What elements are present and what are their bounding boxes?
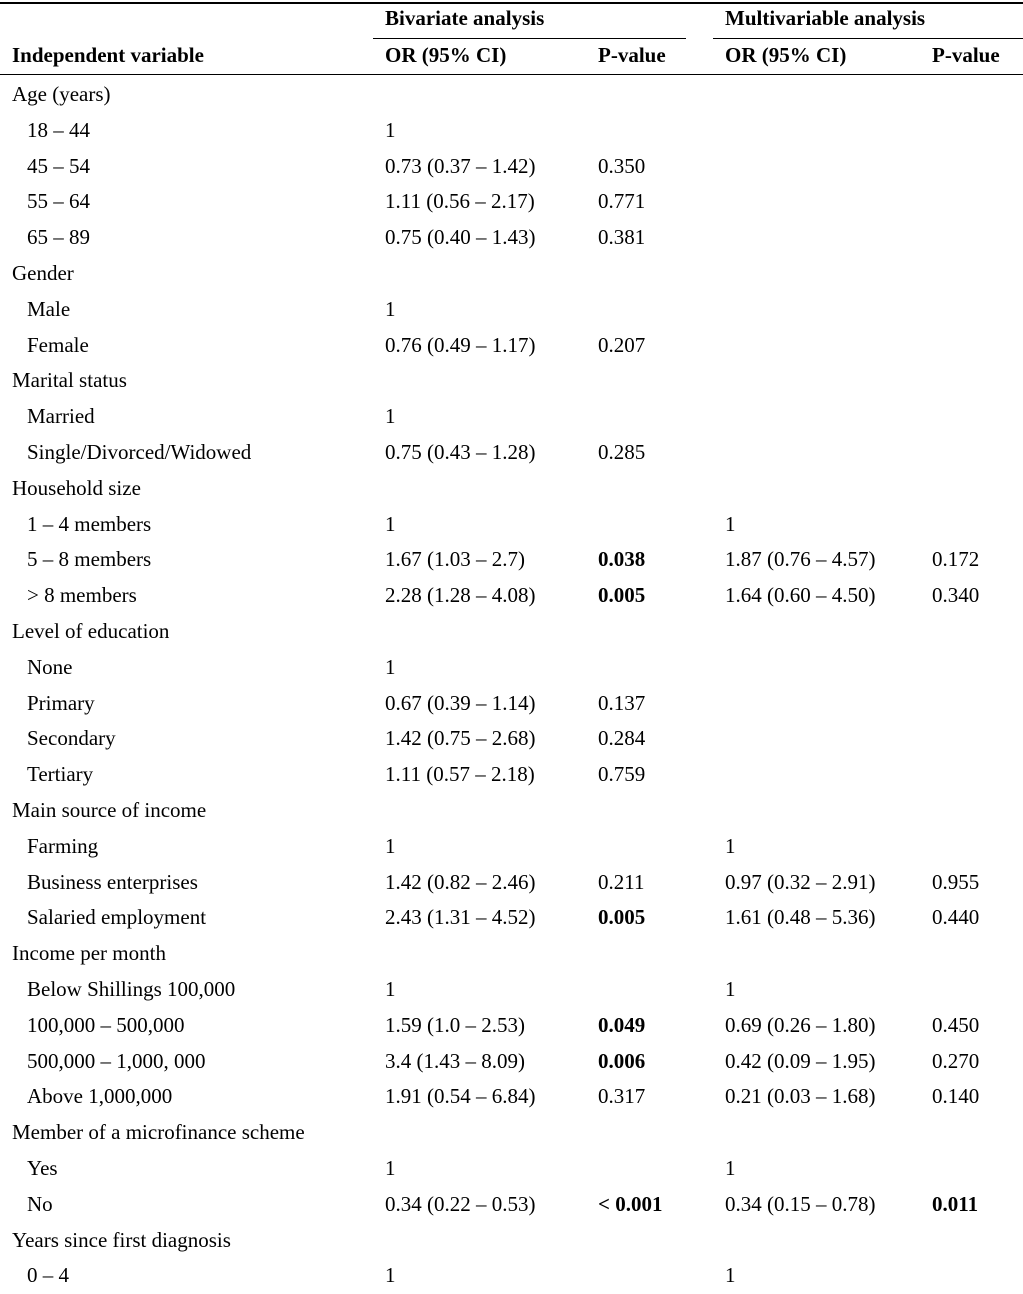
bivariate-or-cell: 0.76 (0.49 – 1.17) — [385, 332, 536, 357]
bivariate-or-cell: 2.43 (1.31 – 4.52) — [385, 905, 536, 930]
bivariate-p-cell: 0.284 — [598, 726, 646, 751]
table-row — [0, 1044, 1023, 1080]
bivariate-group-header: Bivariate analysis — [385, 6, 545, 30]
row-label: 5 – 8 members — [27, 547, 152, 572]
table-row — [0, 1258, 1023, 1294]
multivariable-or-cell: 0.21 (0.03 – 1.68) — [725, 1084, 876, 1109]
row-label: Business enterprises — [27, 869, 198, 894]
multivariable-or-cell: 0.69 (0.26 – 1.80) — [725, 1012, 876, 1037]
row-label: Age (years) — [12, 82, 111, 106]
multivariable-p-cell: 0.172 — [932, 547, 980, 572]
multivariable-or-cell: 1 — [725, 1263, 736, 1288]
bivariate-or-cell: 1 — [385, 1263, 396, 1288]
bivariate-p-cell: 0.005 — [598, 583, 646, 608]
row-label: Male — [27, 296, 71, 321]
bivariate-or-cell: 1.11 (0.57 – 2.18) — [385, 762, 535, 787]
multivariable-p-cell: 0.270 — [932, 1048, 980, 1073]
category-row — [0, 77, 1023, 113]
multivariable-p-cell: 0.955 — [932, 869, 980, 894]
category-row — [0, 793, 1023, 829]
table-top-rule — [0, 2, 1023, 4]
multivariable-or-cell: 1.64 (0.60 – 4.50) — [725, 583, 876, 608]
bivariate-group-rule — [373, 38, 686, 39]
bivariate-p-cell: 0.317 — [598, 1084, 646, 1109]
table-row — [0, 757, 1023, 793]
table-body — [0, 77, 1023, 1294]
multivariable-or-cell: 1 — [725, 1155, 736, 1180]
row-label: Household size — [12, 475, 141, 500]
row-label: Married — [27, 404, 95, 429]
row-label: 0 – 4 — [27, 1263, 69, 1288]
multivariable-or-cell: 1 — [725, 833, 736, 858]
row-label: Above 1,000,000 — [27, 1084, 173, 1109]
category-row — [0, 471, 1023, 507]
row-label: Single/Divorced/Widowed — [27, 439, 252, 464]
table-row — [0, 220, 1023, 256]
bivariate-or-cell: 0.75 (0.43 – 1.28) — [385, 439, 536, 464]
bivariate-p-cell: 0.285 — [598, 439, 646, 464]
bivariate-p-cell: 0.038 — [598, 547, 646, 572]
table-row — [0, 900, 1023, 936]
category-row — [0, 1223, 1023, 1259]
row-label: 500,000 – 1,000, 000 — [27, 1048, 206, 1073]
table-row — [0, 829, 1023, 865]
row-label: Salaried employment — [27, 905, 207, 930]
category-row — [0, 1115, 1023, 1151]
bivariate-or-cell: 1.11 (0.56 – 2.17) — [385, 189, 535, 214]
bivariate-p-cell: 0.381 — [598, 225, 646, 250]
row-label: Tertiary — [27, 762, 94, 787]
table-row — [0, 149, 1023, 185]
table-row — [0, 292, 1023, 328]
row-label: 100,000 – 500,000 — [27, 1012, 185, 1037]
bivariate-p-cell: 0.759 — [598, 762, 646, 787]
row-label: None — [27, 654, 73, 679]
multivariable-or-cell: 1 — [725, 511, 736, 536]
row-label: Years since first diagnosis — [12, 1227, 231, 1252]
table-row — [0, 972, 1023, 1008]
multivariable-p-cell: 0.450 — [932, 1012, 980, 1037]
bivariate-p-cell: 0.049 — [598, 1012, 646, 1037]
category-row — [0, 363, 1023, 399]
bivariate-or-cell: 1 — [385, 976, 396, 1001]
table-row — [0, 328, 1023, 364]
bivariate-or-cell: 1.59 (1.0 – 2.53) — [385, 1012, 525, 1037]
row-label: Primary — [27, 690, 95, 715]
table-row — [0, 507, 1023, 543]
table-row — [0, 865, 1023, 901]
row-label: Female — [27, 332, 89, 357]
table-row — [0, 686, 1023, 722]
bivariate-or-cell: 1 — [385, 296, 396, 321]
bivariate-or-cell: 1 — [385, 833, 396, 858]
header-rule — [0, 74, 1023, 75]
multivariable-or-cell: 0.42 (0.09 – 1.95) — [725, 1048, 876, 1073]
table-row — [0, 542, 1023, 578]
table-row — [0, 578, 1023, 614]
multivariable-group-rule — [713, 38, 1023, 39]
table-row — [0, 399, 1023, 435]
row-label: 1 – 4 members — [27, 511, 152, 536]
row-label: > 8 members — [27, 583, 137, 608]
column-header-bivariate-p: P-value — [598, 43, 666, 67]
column-header-multivariable-or: OR (95% CI) — [725, 43, 847, 67]
multivariable-p-cell: 0.140 — [932, 1084, 980, 1109]
row-label: Secondary — [27, 726, 116, 751]
table-row — [0, 1079, 1023, 1115]
table-row — [0, 650, 1023, 686]
bivariate-or-cell: 0.73 (0.37 – 1.42) — [385, 153, 536, 178]
bivariate-or-cell: 1 — [385, 404, 396, 429]
table-row — [0, 435, 1023, 471]
table-row — [0, 184, 1023, 220]
bivariate-or-cell: 0.34 (0.22 – 0.53) — [385, 1191, 536, 1216]
bivariate-or-cell: 3.4 (1.43 – 8.09) — [385, 1048, 525, 1073]
category-row — [0, 614, 1023, 650]
column-header-variable: Independent variable — [12, 43, 204, 67]
row-label: Yes — [27, 1155, 58, 1180]
row-label: Marital status — [12, 368, 127, 393]
table-row — [0, 721, 1023, 757]
bivariate-or-cell: 1.42 (0.75 – 2.68) — [385, 726, 536, 751]
bivariate-or-cell: 1 — [385, 1155, 396, 1180]
table-row — [0, 1187, 1023, 1223]
multivariable-p-cell: 0.340 — [932, 583, 980, 608]
column-header-bivariate-or: OR (95% CI) — [385, 43, 507, 67]
bivariate-p-cell: 0.137 — [598, 690, 646, 715]
category-row — [0, 936, 1023, 972]
table-row — [0, 113, 1023, 149]
row-label: Farming — [27, 833, 99, 858]
bivariate-or-cell: 1.42 (0.82 – 2.46) — [385, 869, 536, 894]
bivariate-or-cell: 1.91 (0.54 – 6.84) — [385, 1084, 536, 1109]
bivariate-p-cell: 0.771 — [598, 189, 646, 214]
bivariate-or-cell: 1 — [385, 117, 396, 142]
row-label: Below Shillings 100,000 — [27, 976, 236, 1001]
bivariate-or-cell: 2.28 (1.28 – 4.08) — [385, 583, 536, 608]
multivariable-p-cell: 0.440 — [932, 905, 980, 930]
row-label: No — [27, 1191, 53, 1216]
multivariable-or-cell: 1.87 (0.76 – 4.57) — [725, 547, 876, 572]
bivariate-p-cell: 0.211 — [598, 869, 645, 894]
table-row — [0, 1151, 1023, 1187]
row-label: Income per month — [12, 941, 166, 966]
category-row — [0, 256, 1023, 292]
row-label: Member of a microfinance scheme — [12, 1120, 305, 1145]
bivariate-or-cell: 0.75 (0.40 – 1.43) — [385, 225, 536, 250]
row-label: 18 – 44 — [27, 117, 90, 142]
bivariate-p-cell: 0.207 — [598, 332, 646, 357]
bivariate-p-cell: 0.005 — [598, 905, 646, 930]
row-label: 55 – 64 — [27, 189, 90, 214]
multivariable-or-cell: 0.34 (0.15 – 0.78) — [725, 1191, 876, 1216]
bivariate-p-cell: 0.006 — [598, 1048, 646, 1073]
row-label: 65 – 89 — [27, 225, 90, 250]
bivariate-p-cell: 0.350 — [598, 153, 646, 178]
bivariate-or-cell: 1.67 (1.03 – 2.7) — [385, 547, 525, 572]
row-label: Level of education — [12, 618, 170, 643]
row-label: Main source of income — [12, 797, 207, 822]
row-label: Gender — [12, 260, 74, 285]
multivariable-or-cell: 1.61 (0.48 – 5.36) — [725, 905, 876, 930]
table-row — [0, 1008, 1023, 1044]
column-header-multivariable-p: P-value — [932, 43, 1000, 67]
bivariate-or-cell: 1 — [385, 511, 396, 536]
bivariate-or-cell: 1 — [385, 654, 396, 679]
bivariate-or-cell: 0.67 (0.39 – 1.14) — [385, 690, 536, 715]
multivariable-p-cell: 0.011 — [932, 1191, 979, 1216]
bivariate-p-cell: < 0.001 — [598, 1191, 663, 1216]
row-label: 45 – 54 — [27, 153, 90, 178]
multivariable-group-header: Multivariable analysis — [725, 6, 926, 30]
multivariable-or-cell: 0.97 (0.32 – 2.91) — [725, 869, 876, 894]
multivariable-or-cell: 1 — [725, 976, 736, 1001]
